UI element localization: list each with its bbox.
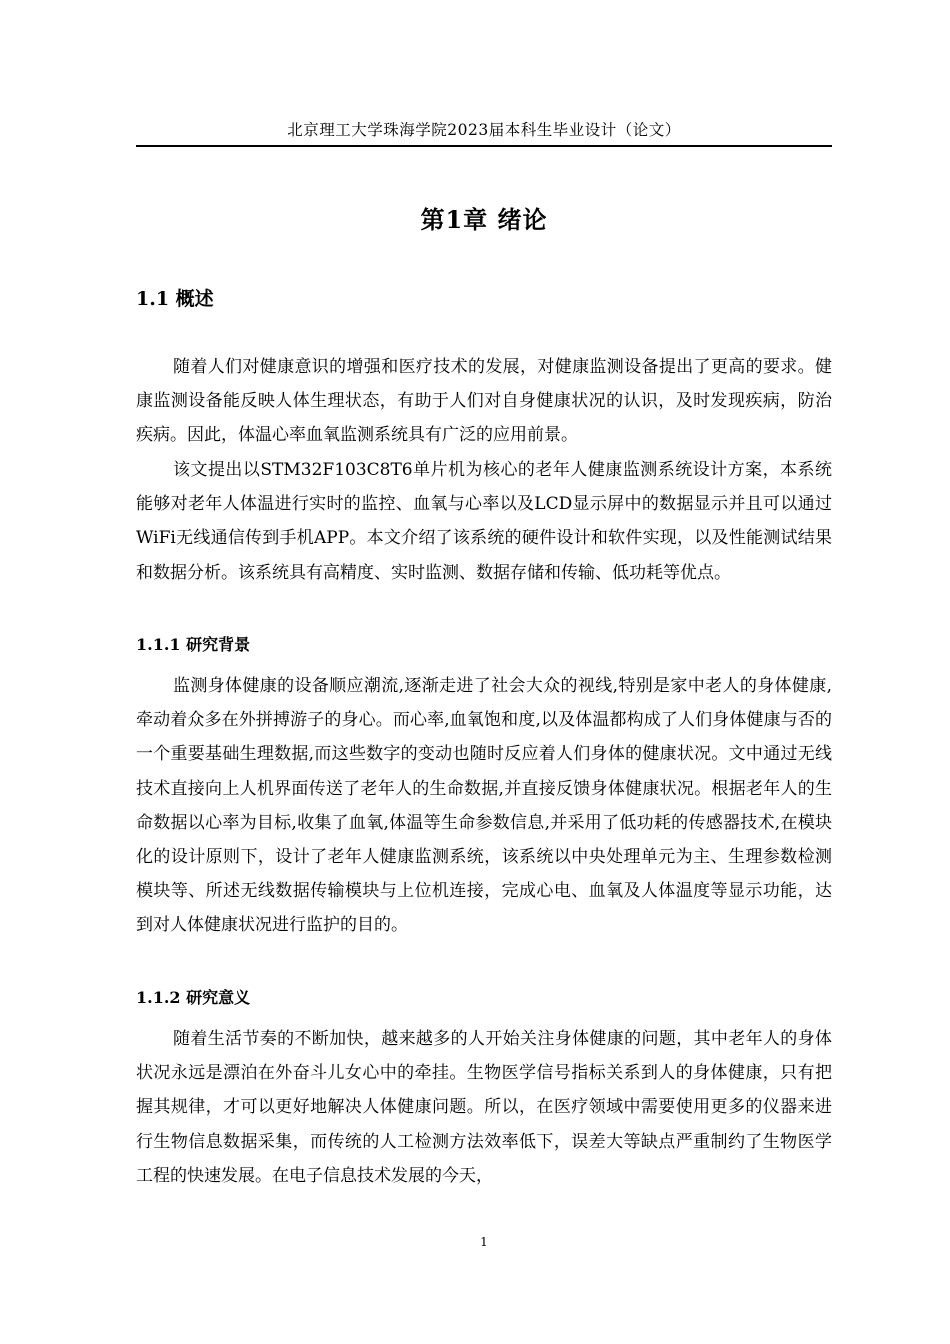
body-paragraph: 随着人们对健康意识的增强和医疗技术的发展，对健康监测设备提出了更高的要求。健康监测设备能反映人体生理状态，有助于人们对自身健康状况的认识，及时发现疾病，防治疾病。因此，体温心率血氧监测系统具有广泛的应用前景。 — [136, 357, 832, 446]
body-paragraph: 监测身体健康的设备顺应潮流,逐渐走进了社会大众的视线,特别是家中老人的身体健康,牵动着众多在外拼搏游子的身心。而心率,血氧饱和度,以及体温都构成了人们身体健康与否的一个重要基础生理数据,而这些数字的变动也随时反应着人们身体的健康状况。文中通过无线技术直接向上人机界面传送了老年人的生命数据,并直接反馈身体健康状况。根据老年人的生命数据以心率为目标,收集了血氧,体温等生命参数信息,并采用了低功耗的传感器技术,在模块化的设计原则下，设计了老年人健康监测系统，该系统以中央处理单元为主、生理参数检测模块等、所述无线数据传输模块与上位机连接，完成心电、血氧及人体温度等显示功能，达到对人体健康状况进行监护的目的。 — [136, 676, 832, 936]
body-paragraph: 随着生活节奏的不断加快，越来越多的人开始关注身体健康的问题，其中老年人的身体状况永远是漂泊在外奋斗儿女心中的牵挂。生物医学信号指标关系到人的身体健康，只有把握其规律，才可以更好地解决人体健康问题。所以，在医疗领域中需要使用更多的仪器来进行生物信息数据采集，而传统的人工检测方法效率低下，误差大等缺点严重制约了生物医学工程的快速发展。在电子信息技术发展的今天， — [136, 1029, 832, 1186]
body-paragraph: 该文提出以STM32F103C8T6单片机为核心的老年人健康监测系统设计方案，本系统能够对老年人体温进行实时的监控、血氧与心率以及LCD显示屏中的数据显示并且可以通过WiFi无线通信传到手机APP。本文介绍了该系统的硬件设计和软件实现，以及性能测试结果和数据分析。该系统具有高精度、实时监测、数据存储和传输、低功耗等优点。 — [136, 460, 832, 583]
subsection-title: 1.1.1 研究背景 — [136, 635, 251, 654]
chapter-title: 第1章 绪论 — [420, 205, 548, 234]
header-divider — [136, 145, 832, 147]
section-title: 1.1 概述 — [136, 288, 214, 310]
page-number: 1 — [480, 1235, 488, 1249]
running-header: 北京理工大学珠海学院2023届本科生毕业设计（论文） — [287, 121, 681, 139]
subsection-title: 1.1.2 研究意义 — [136, 988, 251, 1007]
